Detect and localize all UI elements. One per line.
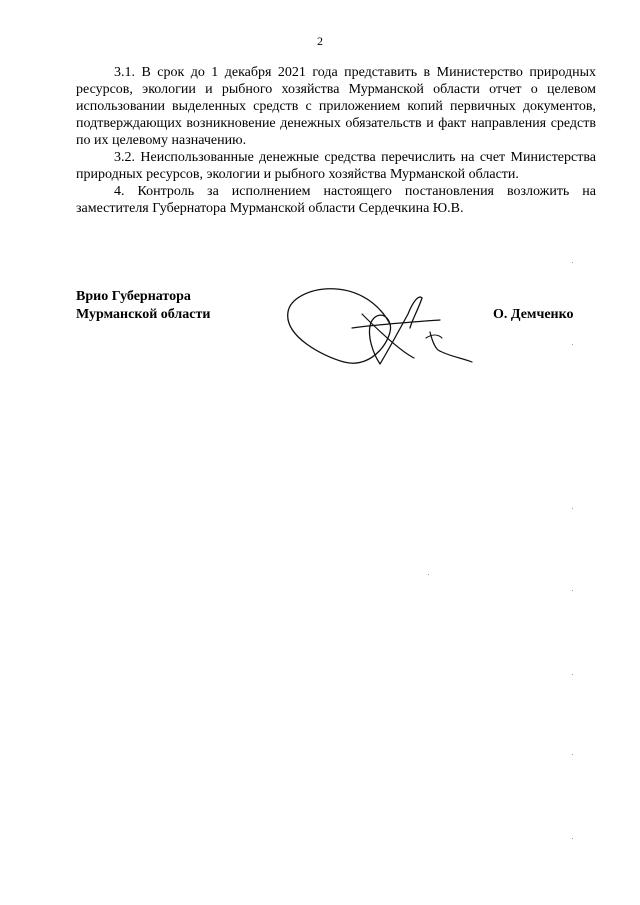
scan-speck	[572, 344, 573, 345]
signatory-name: О. Демченко	[493, 307, 574, 322]
paragraph-4: 4. Контроль за исполнением настоящего постановления возложить на заместителя Губернатора Мурманской области Сердечкина Ю.В.	[76, 184, 596, 216]
scan-speck	[572, 674, 573, 675]
signatory-position-line-2: Мурманской области	[76, 307, 211, 322]
scan-speck	[572, 590, 573, 591]
scan-speck	[572, 262, 573, 263]
page-number: 2	[317, 34, 323, 48]
signatory-position	[76, 288, 210, 324]
scan-speck	[572, 508, 573, 509]
scan-speck	[428, 574, 429, 575]
signatory-position-line-1: Врио Губернатора	[76, 289, 191, 304]
scan-speck	[572, 754, 573, 755]
signature-icon	[282, 284, 482, 374]
scan-speck	[572, 838, 573, 839]
document-body	[76, 64, 596, 217]
paragraph-3-2: 3.2. Неиспользованные денежные средства перечислить на счет Министерства природных ресурсов, экологии и рыбного хозяйства Мурманской области.	[76, 150, 596, 182]
paragraph-3-1: 3.1. В срок до 1 декабря 2021 года представить в Министерство природных ресурсов, экологии и рыбного хозяйства Мурманской области отчет о целевом использовании выделенных средств с приложением копий первичных документов, подтверждающих возникновение денежных обязательств и факт направления средств по их целевому назначению.	[76, 65, 596, 148]
